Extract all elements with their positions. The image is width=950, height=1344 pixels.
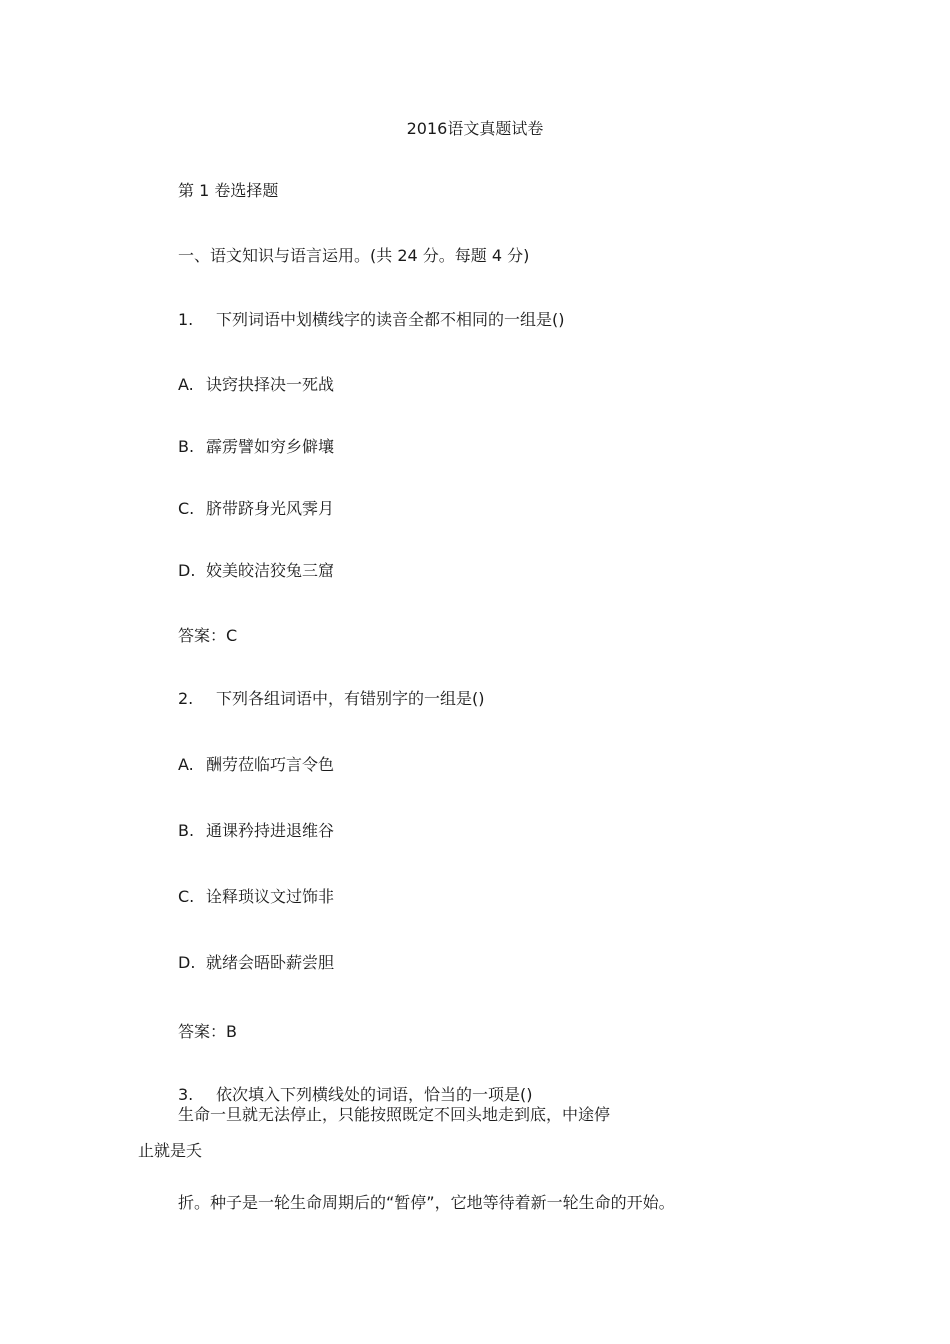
option-a: [178, 374, 334, 396]
option-letter: B.: [178, 437, 195, 456]
question-number: 1.: [178, 310, 194, 329]
option-letter: C.: [178, 887, 195, 906]
option-a: [178, 754, 334, 776]
option-text: 脐带跻身光风霁月: [206, 499, 335, 518]
answer-2: 答案：B: [178, 1022, 237, 1041]
option-letter: B.: [178, 821, 195, 840]
option-text: 通课矜持进退维谷: [206, 821, 335, 840]
option-text: 姣美皎洁狡兔三窟: [206, 561, 335, 580]
volume-heading: 第 1 卷选择题: [178, 181, 279, 200]
document-title: 2016语文真题试卷: [406, 119, 544, 138]
answer-1: 答案：C: [178, 626, 238, 645]
section-heading: 一、语文知识与语言运用。(共 24 分。每题 4 分): [178, 246, 530, 265]
passage-line-2: 止就是夭: [138, 1141, 203, 1160]
passage-line-1: 生命一旦就无法停止，只能按照既定不回头地走到底，中途停: [178, 1105, 611, 1124]
option-text: 就绪会晤卧薪尝胆: [206, 953, 335, 972]
option-letter: A.: [178, 375, 194, 394]
question-number: 3.: [178, 1085, 194, 1104]
question-1: [178, 309, 565, 331]
question-2: [178, 688, 485, 710]
question-stem: 下列词语中划横线字的读音全都不相同的一组是(): [216, 310, 565, 329]
question-number: 2.: [178, 689, 194, 708]
option-letter: C.: [178, 499, 195, 518]
option-d: [178, 952, 334, 974]
question-3: [178, 1084, 533, 1106]
option-letter: D.: [178, 561, 196, 580]
option-b: [178, 820, 334, 842]
option-text: 诀窍抉择决一死战: [206, 375, 335, 394]
passage-line-3: 折。种子是一轮生命周期后的“暂停”，它地等待着新一轮生命的开始。: [178, 1193, 675, 1212]
option-letter: A.: [178, 755, 194, 774]
option-c: [178, 886, 334, 908]
option-text: 霹雳譬如穷乡僻壤: [206, 437, 335, 456]
option-text: 诠释琐议文过饰非: [206, 887, 335, 906]
option-b: [178, 436, 334, 458]
option-letter: D.: [178, 953, 196, 972]
option-d: [178, 560, 334, 582]
option-c: [178, 498, 334, 520]
option-text: 酬劳莅临巧言令色: [206, 755, 335, 774]
question-stem: 依次填入下列横线处的词语，恰当的一项是(): [216, 1085, 533, 1104]
question-stem: 下列各组词语中，有错别字的一组是(): [216, 689, 485, 708]
